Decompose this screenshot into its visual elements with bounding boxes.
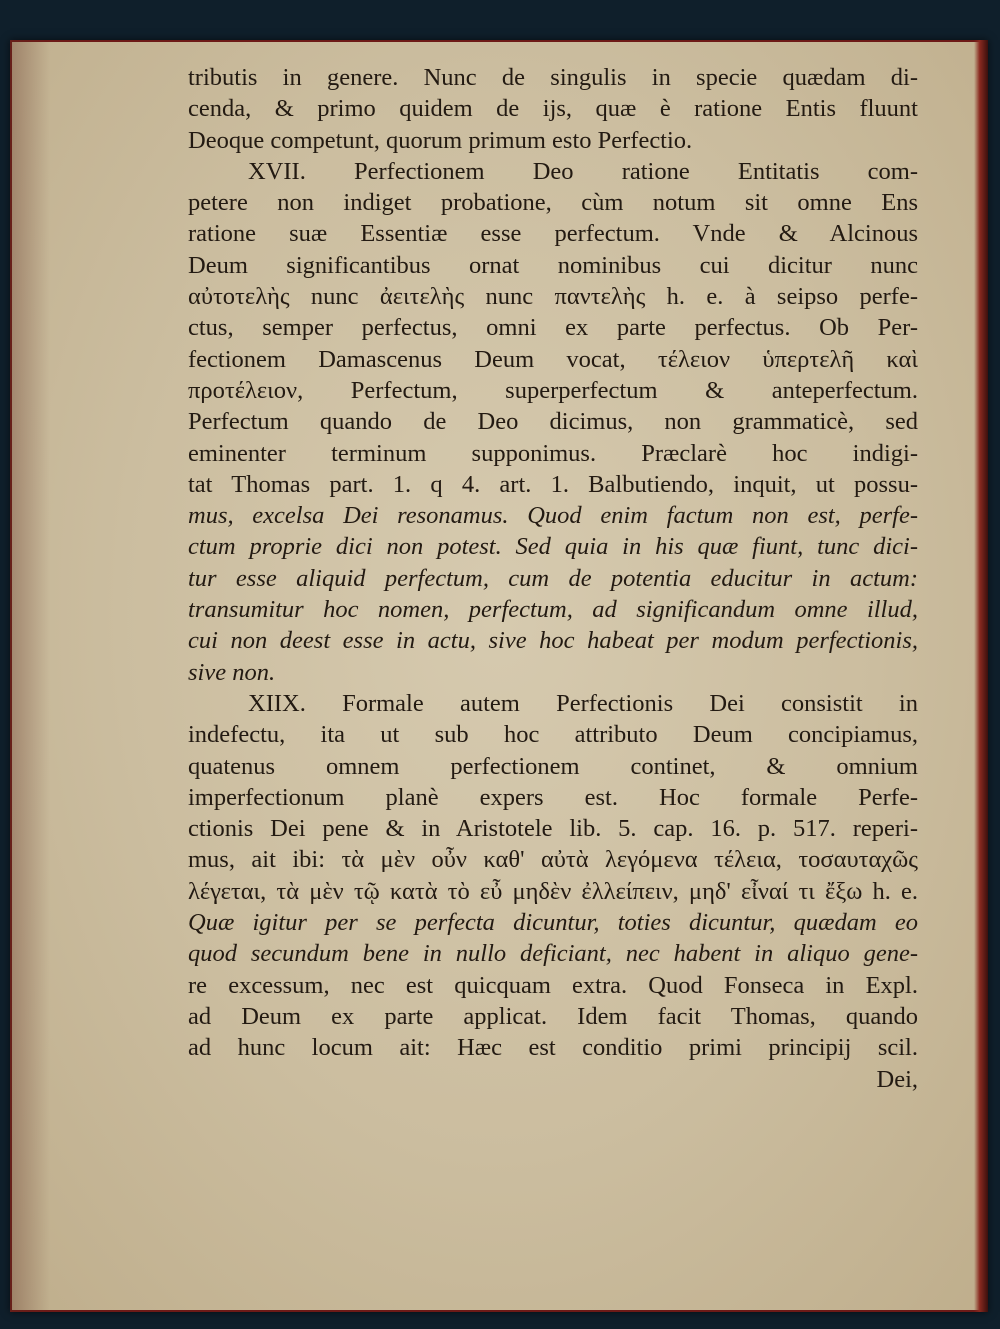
text-line: λέγεται, τὰ μὲν τῷ κατὰ τὸ εὖ μηδὲν ἐλλείπειν, μηδ' εἶναί τι ἔξω h. e. xyxy=(188,877,918,905)
text-line: mus, ait ibi: τὰ μὲν οὖν καθ' αὐτὰ λεγόμενα τέλεια, τοσαυταχῶς xyxy=(188,846,918,874)
text-line: προτέλειον, Perfectum, superperfectum & anteperfectum. xyxy=(188,376,918,404)
text-line: ad hunc locum ait: Hæc est conditio primi principij scil. xyxy=(188,1034,918,1062)
text-line: transumitur hoc nomen, perfectum, ad significandum omne illud, xyxy=(188,596,918,624)
page-text xyxy=(188,62,918,1095)
text-line: ad Deum ex parte applicat. Idem facit Thomas, quando xyxy=(188,1002,918,1030)
text-line: indefectu, ita ut sub hoc attributo Deum concipiamus, xyxy=(188,721,918,749)
book-page xyxy=(10,40,988,1312)
text-line: eminenter terminum supponimus. Præclarè hoc indigi- xyxy=(188,439,918,467)
text-line: quod secundum bene in nullo deficiant, nec habent in aliquo gene- xyxy=(188,940,918,968)
text-line: imperfectionum planè expers est. Hoc formale Perfe- xyxy=(188,783,918,811)
text-line: ratione suæ Essentiæ esse perfectum. Vnde & Alcinous xyxy=(188,220,918,248)
text-line: ctionis Dei pene & in Aristotele lib. 5. cap. 16. p. 517. reperi- xyxy=(188,815,918,843)
text-line: αὐτοτελὴς nunc ἀειτελὴς nunc παντελὴς h. e. à seipso perfe- xyxy=(188,283,918,311)
text-line: Quæ igitur per se perfecta dicuntur, toties dicuntur, quædam eo xyxy=(188,909,918,937)
text-line: tur esse aliquid perfectum, cum de potentia educitur in actum: xyxy=(188,564,918,592)
text-line: tat Thomas part. 1. q 4. art. 1. Balbutiendo, inquit, ut possu- xyxy=(188,470,918,498)
text-line: petere non indiget probatione, cùm notum sit omne Ens xyxy=(188,189,918,217)
text-line: Perfectum quando de Deo dicimus, non grammaticè, sed xyxy=(188,408,918,436)
text-line: cui non deest esse in actu, sive hoc habeat per modum perfectionis, xyxy=(188,627,918,655)
text-line: ctus, semper perfectus, omni ex parte perfectus. Ob Per- xyxy=(188,314,918,342)
text-line: Dei, xyxy=(876,1065,918,1093)
text-line: Deoque competunt, quorum primum esto Perfectio. xyxy=(188,126,693,154)
text-line: fectionem Damascenus Deum vocat, τέλειον ὑπερτελῆ καὶ xyxy=(188,345,918,373)
text-line: cenda, & primo quidem de ijs, quæ è ratione Entis fluunt xyxy=(188,95,918,123)
text-line: tributis in genere. Nunc de singulis in specie quædam di- xyxy=(188,64,918,91)
text-line: Deum significantibus ornat nominibus cui dicitur nunc xyxy=(188,251,918,279)
text-line: ctum proprie dici non potest. Sed quia in his quæ fiunt, tunc dici- xyxy=(188,533,918,561)
text-line: XVII. Perfectionem Deo ratione Entitatis com- xyxy=(248,157,918,185)
text-line: re excessum, nec est quicquam extra. Quod Fonseca in Expl. xyxy=(188,971,918,999)
text-line: quatenus omnem perfectionem continet, & omnium xyxy=(188,752,918,780)
text-line: XIIX. Formale autem Perfectionis Dei consistit in xyxy=(248,689,918,717)
text-line: sive non. xyxy=(188,658,276,686)
text-line: mus, excelsa Dei resonamus. Quod enim factum non est, perfe- xyxy=(188,502,918,530)
